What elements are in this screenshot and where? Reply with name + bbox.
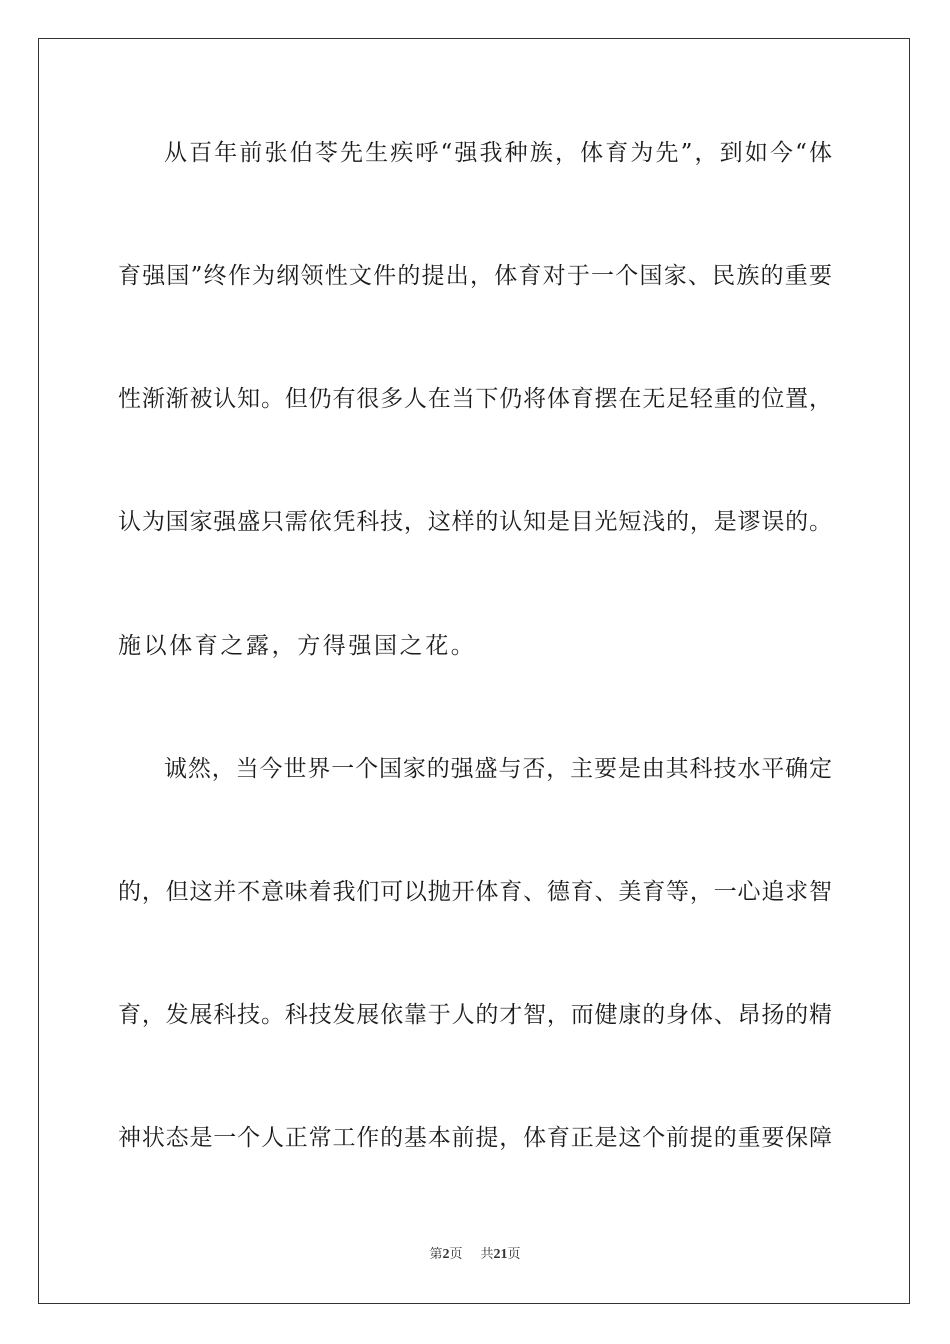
paragraph-2-line-2: 的，但这并不意味着我们可以抛开体育、德育、美育等，一心追求智 — [118, 879, 832, 905]
total-prefix: 共 — [480, 1247, 494, 1262]
page-total: 21 — [493, 1247, 508, 1262]
page-border — [38, 38, 910, 1304]
page-prefix: 第 — [429, 1247, 443, 1262]
paragraph-1-line-4: 认为国家强盛只需依凭科技，这样的认知是目光短浅的，是谬误的。 — [118, 509, 832, 535]
total-suffix: 页 — [507, 1247, 521, 1262]
paragraph-2-line-4: 神状态是一个人正常工作的基本前提，体育正是这个前提的重要保障 — [118, 1125, 832, 1151]
page-footer — [0, 1247, 950, 1263]
paragraph-2-line-1: 诚然，当今世界一个国家的强盛与否，主要是由其科技水平确定 — [164, 756, 832, 782]
page-current: 2 — [442, 1247, 450, 1262]
paragraph-1-line-3: 性渐渐被认知。但仍有很多人在当下仍将体育摆在无足轻重的位置， — [118, 386, 832, 412]
page-suffix: 页 — [449, 1247, 463, 1262]
paragraph-2-line-3: 育，发展科技。科技发展依靠于人的才智，而健康的身体、昂扬的精 — [118, 1002, 832, 1028]
paragraph-1-line-2: 育强国”终作为纲领性文件的提出，体育对于一个国家、民族的重要 — [118, 263, 832, 289]
paragraph-1-line-5: 施以体育之露，方得强国之花。 — [118, 633, 477, 659]
paragraph-1-line-1: 从百年前张伯苓先生疾呼“强我种族，体育为先”，到如今“体 — [164, 140, 832, 166]
